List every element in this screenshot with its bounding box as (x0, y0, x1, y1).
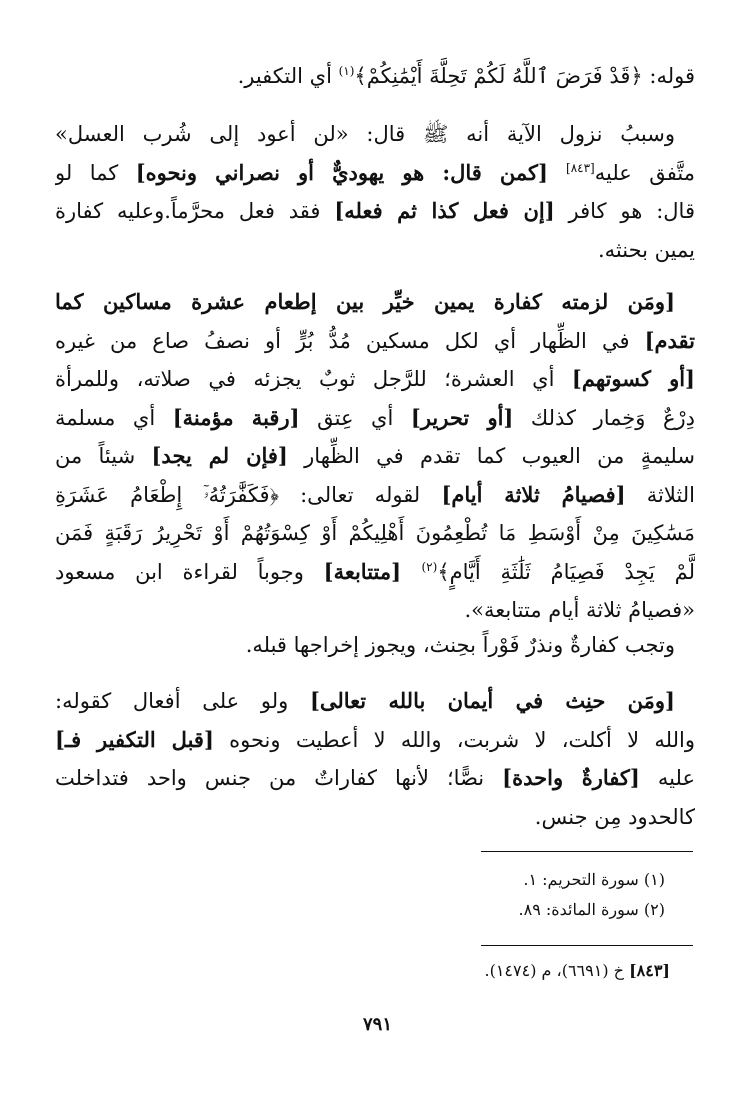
text-line (55, 192, 695, 231)
text-run: سليمةٍ من العيوب كما تقدم في الظِّهار (287, 444, 695, 468)
matn-text: [رقبة مؤمنة] (172, 404, 300, 430)
matn-text: [ومَن حنِث في أيمان بالله تعالى] (309, 688, 675, 713)
footnote-2 (519, 896, 665, 924)
text-run: نصًّا؛ لأنها كفاراتٌ من جنس واحد فتداخلت (55, 766, 503, 790)
footnote-text: (١) سورة التحريم: ١. (523, 870, 665, 889)
text-line (55, 721, 695, 760)
text-run: وتجب كفارةٌ ونذرٌ فَوْراً بحِنث، ويجوز إخراجها قبله. (245, 633, 675, 657)
text-line (55, 283, 695, 322)
text-line (55, 154, 695, 193)
text-line (55, 514, 695, 553)
matn-text: [قبل التكفير فـ] (55, 726, 214, 752)
text-run: والله لا أكلت، لا شربت، والله لا أعطيت ونحوه (213, 727, 695, 752)
text-line (55, 476, 695, 515)
text-run: أي العشرة؛ للرَّجل ثوبٌ يجزئه في صلاته، وللمرأة (55, 367, 572, 391)
hadith-ref-marker[interactable]: [٨٤٣] (566, 160, 595, 175)
text-run: «فصيامُ ثلاثة أيام متتابعة». (464, 598, 695, 622)
text-run: الثلاثة (625, 482, 695, 507)
text-line (55, 437, 695, 476)
text-line (55, 626, 695, 665)
text-run: أي التكفير. (237, 64, 339, 88)
quran-verse: ﴿فَكَفَّٰرَتُهُۥٓ إِطْعَامُ عَشَرَةِ (55, 482, 279, 507)
text-run: أي مسلمة (55, 405, 173, 430)
text-run: كالحدود مِن جنس. (534, 804, 695, 829)
text-run: يمين بحنثه. (598, 237, 695, 262)
text-line (55, 322, 695, 361)
matn-text: [كفارةٌ واحدة] (502, 765, 640, 790)
quran-verse: لَّمْ يَجِدْ فَصِيَامُ ثَلَٰثَةِ أَيَّامٍ﴾ (437, 559, 695, 584)
text-run: وجوباً لقراءة ابن مسعود (55, 559, 324, 584)
text-line (55, 231, 695, 270)
footnote-1 (523, 866, 665, 894)
text-line (55, 553, 695, 592)
text-line (55, 759, 695, 798)
text-line (55, 682, 695, 721)
hadith-reference (485, 957, 671, 985)
hadith-ref-number: [٨٤٣] (629, 961, 670, 980)
text-line (55, 798, 695, 837)
matn-text: [أو كسوتهم] (571, 366, 695, 391)
text-run: قوله: (642, 64, 695, 88)
quran-verse: مَسَٰكِينَ مِنْ أَوْسَطِ مَا تُطْعِمُونَ أَهْلِيكُمْ أَوْ كِسْوَتُهُمْ أَوْ تَحْرِيرُ رَقَبَةٍ فَمَن (55, 521, 695, 545)
paragraph-2 (55, 115, 695, 269)
paragraph-3 (55, 283, 695, 630)
matn-text: تقدم] (644, 327, 695, 353)
paragraph-1 (55, 57, 695, 96)
text-run: عليه (639, 766, 695, 790)
matn-text: [فإن لم يجد] (151, 443, 288, 468)
text-run: أي عِتق (299, 405, 411, 430)
footnote-ref[interactable]: (٢) (421, 559, 438, 574)
matn-text: [أو تحرير] (410, 404, 514, 430)
text-run: فقد فعل محرَّماً.وعليه كفارة (55, 199, 335, 223)
text-run: وسببُ نزول الآية أنه ﷺ قال: «لن أعود إلى شُرب العسل» (55, 122, 675, 146)
text-line (55, 399, 695, 438)
text-run: دِرْعٌ وَخِمار كذلك (513, 405, 695, 430)
text-line (55, 115, 695, 154)
matn-text: [ومَن لزمته كفارة يمين خيِّر بين إطعام عشرة مساكين كما (55, 289, 675, 314)
matn-text: [فصيامُ ثلاثة أيام] (441, 481, 626, 507)
matn-text: [كمن قال: هو يهوديٌّ أو نصراني ونحوه] (135, 159, 567, 185)
paragraph-5 (55, 682, 695, 836)
text-run: لقوله تعالى: (278, 482, 442, 507)
text-run: في الظِّهار أي لكل مسكين مُدُّ بُرٍّ أو نصفُ صاع من غيره (55, 328, 645, 353)
paragraph-4 (55, 626, 695, 665)
matn-text: [إن فعل كذا ثم فعله] (334, 198, 555, 223)
text-line (55, 591, 695, 630)
quran-verse: ﴿قَدْ فَرَضَ ٱللَّهُ لَكُمْ تَحِلَّةَ أَيْمَٰنِكُمْ﴾ (354, 64, 643, 88)
matn-text: [متتابعة] (323, 558, 422, 584)
footnote-divider (481, 851, 693, 852)
text-line (55, 360, 695, 399)
footnote-ref[interactable]: (١) (338, 64, 355, 78)
hadith-ref-divider (481, 945, 693, 946)
text-run: قال: هو كافر (554, 199, 695, 223)
page-number-text: ٧٩١ (362, 1014, 392, 1035)
hadith-ref-text: خ (٦٦٩١)، م (١٤٧٤). (484, 961, 630, 980)
text-run: شيئاً من (55, 444, 152, 468)
text-run: كما لو (55, 160, 136, 185)
text-run: ولو على أفعال كقوله: (55, 689, 310, 713)
text-run: متَّفق عليه (594, 160, 695, 185)
footnote-text: (٢) سورة المائدة: ٨٩. (518, 900, 665, 919)
page-number (0, 1014, 755, 1035)
text-line (55, 57, 695, 96)
